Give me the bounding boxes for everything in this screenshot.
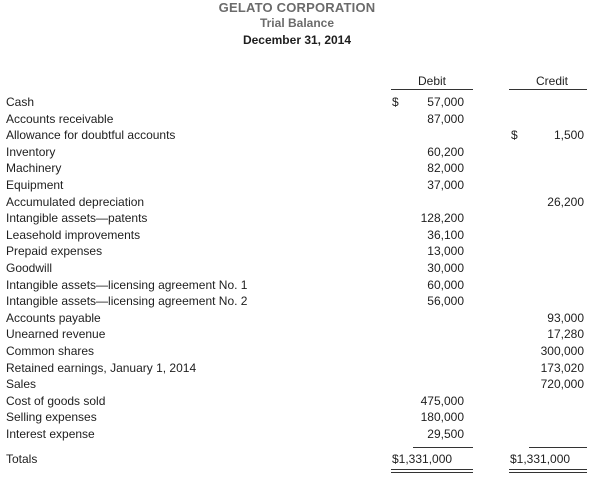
trial-balance-table — [0, 94, 594, 442]
credit-amount: 93,000 — [547, 310, 584, 325]
account-name: Goodwill — [6, 260, 53, 275]
totals-label: Totals — [6, 452, 38, 466]
credit-column-header: Credit — [535, 74, 568, 88]
debit-amount: 180,000 — [420, 410, 464, 425]
debit-amount: 30,000 — [427, 260, 464, 275]
table-row — [0, 260, 594, 277]
table-row — [0, 360, 594, 377]
table-row — [0, 210, 594, 227]
debit-double-rule — [391, 469, 473, 473]
credit-double-rule — [509, 469, 587, 473]
debit-amount: 87,000 — [427, 111, 464, 126]
account-name: Cash — [6, 95, 35, 109]
table-row — [0, 393, 594, 410]
table-row — [0, 243, 594, 260]
table-row — [0, 127, 594, 144]
debit-amount: 60,000 — [427, 277, 464, 292]
debit-column-header: Debit — [417, 74, 446, 88]
table-row — [0, 326, 594, 343]
debit-sum-rule — [413, 447, 473, 448]
debit-amount: 57,000 — [427, 95, 464, 109]
account-name: Unearned revenue — [6, 327, 106, 342]
debit-amount: 475,000 — [420, 393, 464, 408]
table-row — [0, 94, 594, 111]
table-row — [0, 293, 594, 310]
debit-amount: 29,500 — [427, 426, 464, 441]
credit-sum-rule — [529, 447, 587, 448]
company-name: GELATO CORPORATION — [218, 0, 376, 15]
table-row — [0, 227, 594, 244]
credit-amount: 26,200 — [547, 194, 584, 209]
account-name: Retained earnings, January 1, 2014 — [6, 360, 197, 375]
credit-header-rule — [509, 89, 587, 90]
table-row — [0, 343, 594, 360]
account-name: Intangible assets—licensing agreement No. 1 — [6, 277, 248, 292]
account-name: Interest expense — [6, 426, 95, 441]
table-row — [0, 194, 594, 211]
account-name: Equipment — [6, 177, 64, 192]
account-name: Common shares — [6, 343, 95, 358]
debit-dollar-sign: $ — [392, 95, 399, 109]
statement-title: Trial Balance — [259, 16, 335, 30]
account-name: Leasehold improvements — [6, 227, 141, 242]
account-name: Allowance for doubtful accounts — [6, 128, 176, 143]
debit-amount: 36,100 — [427, 227, 464, 242]
table-row — [0, 409, 594, 426]
credit-total: $1,331,000 — [510, 452, 571, 466]
table-row — [0, 376, 594, 393]
debit-amount: 82,000 — [427, 161, 464, 176]
table-row — [0, 111, 594, 128]
credit-amount: 1,500 — [553, 128, 584, 143]
account-name: Intangible assets—licensing agreement No. 2 — [6, 294, 248, 309]
account-name: Machinery — [6, 161, 62, 176]
debit-total: $1,331,000 — [392, 452, 453, 466]
account-name: Sales — [6, 377, 37, 392]
account-name: Accumulated depreciation — [6, 194, 145, 209]
credit-amount: 300,000 — [540, 343, 584, 358]
account-name: Inventory — [6, 144, 56, 159]
statement-date: December 31, 2014 — [242, 33, 352, 47]
table-row — [0, 426, 594, 443]
table-row — [0, 310, 594, 327]
account-name: Cost of goods sold — [6, 393, 106, 408]
debit-amount: 128,200 — [420, 211, 464, 226]
account-name: Selling expenses — [6, 410, 97, 425]
table-row — [0, 277, 594, 294]
table-row — [0, 144, 594, 161]
table-row — [0, 177, 594, 194]
debit-header-rule — [391, 89, 473, 90]
debit-amount: 13,000 — [427, 244, 464, 259]
credit-amount: 17,280 — [547, 327, 584, 342]
credit-dollar-sign: $ — [511, 128, 518, 143]
credit-amount: 173,020 — [540, 360, 584, 375]
credit-amount: 720,000 — [540, 377, 584, 392]
account-name: Intangible assets—patents — [6, 211, 148, 226]
debit-amount: 56,000 — [427, 294, 464, 309]
account-name: Accounts receivable — [6, 111, 114, 126]
account-name: Accounts payable — [6, 310, 101, 325]
account-name: Prepaid expenses — [6, 244, 103, 259]
debit-amount: 37,000 — [427, 177, 464, 192]
debit-amount: 60,200 — [427, 144, 464, 159]
table-row — [0, 160, 594, 177]
